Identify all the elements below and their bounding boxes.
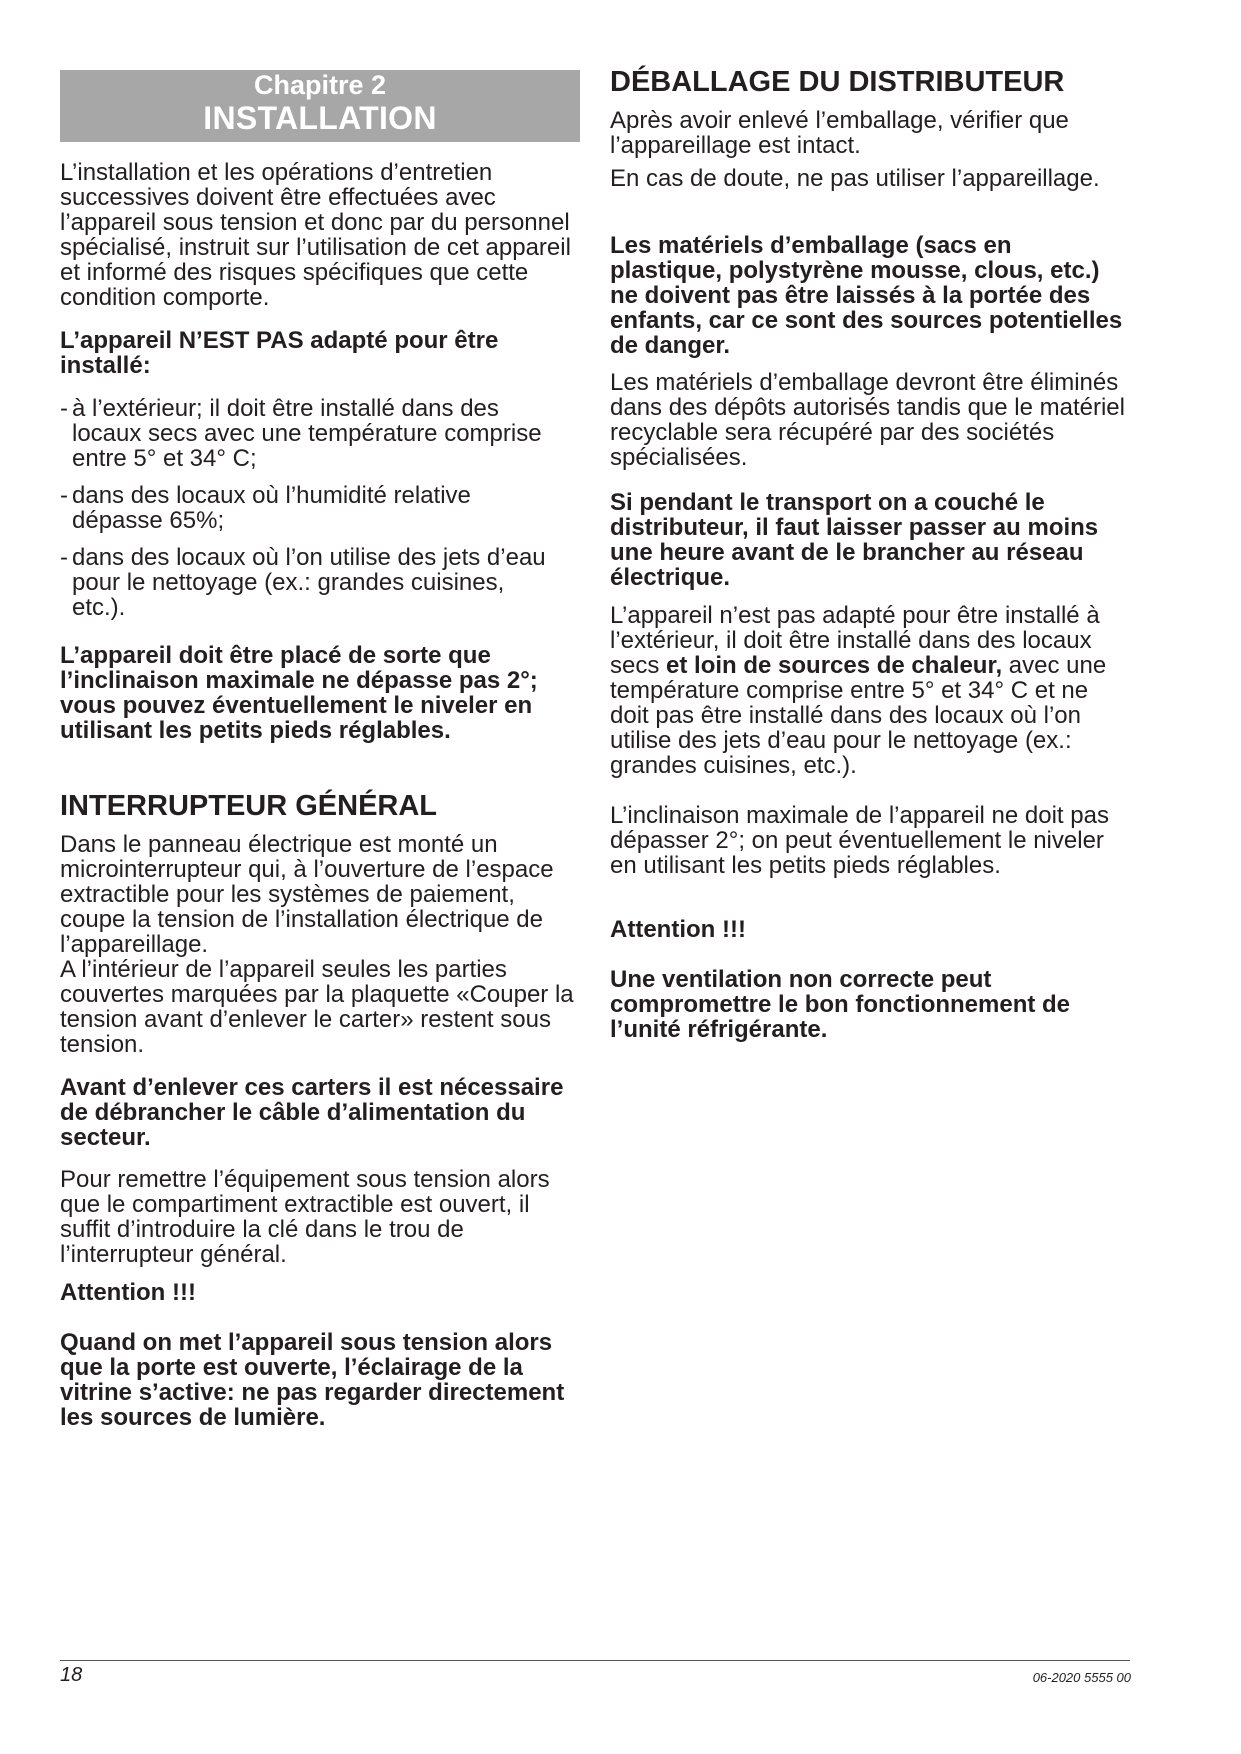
footer-divider [60, 1660, 1130, 1661]
inclination-paragraph: L’inclinaison maximale de l’appareil ne doit pas dépasser 2°; on peut éventuellement le niveler en utilisant les petits pieds réglables. [610, 802, 1109, 879]
switch-warning: Avant d’enlever ces carters il est nécessaire de débrancher le câble d’alimentation du secteur. [60, 1074, 564, 1151]
attention-label: Attention !!! [60, 1279, 196, 1306]
transport-warning: Si pendant le transport on a couché le distributeur, il faut laisser passer au moins une heure avant de le brancher au réseau électrique. [610, 489, 1099, 591]
placement-warning: L’appareil doit être placé de sorte que l’inclinaison maximale ne dépasse pas 2°; vous pouvez éventuellement le niveler en utilisant les petits pieds réglables. [60, 642, 538, 744]
list-dash: - [60, 482, 68, 509]
switch-heading: INTERRUPTEUR GÉNÉRAL [60, 790, 438, 822]
packaging-warning: Les matériels d’emballage (sacs en plastique, polystyrène mousse, clous, etc.) ne doivent pas être laissés à la portée des enfants, car ce sont des sources potentielles de danger. [610, 232, 1123, 359]
list-item: - dans des locaux où l’humidité relative dépasse 65%; [60, 482, 471, 534]
not-suitable-list [60, 396, 560, 620]
page-number: 18 [60, 1664, 83, 1686]
chapter-title: INSTALLATION [203, 100, 437, 136]
ventilation-warning: Une ventilation non correcte peut compromettre le bon fonctionnement de l’unité réfrigérante. [610, 966, 1071, 1043]
attention-label: Attention !!! [610, 916, 746, 943]
unpacking-paragraph-2: En cas de doute, ne pas utiliser l’appareillage. [610, 165, 1100, 192]
list-item: - dans des locaux où l’on utilise des jets d’eau pour le nettoyage (ex.: grandes cuisines, etc.). [60, 544, 546, 621]
not-suitable-heading: L’appareil N’EST PAS adapté pour être installé: [60, 327, 499, 379]
list-item: - à l’extérieur; il doit être installé dans des locaux secs avec une température comprise entre 5° et 34° C; [60, 395, 542, 472]
chapter-label: Chapitre 2 [253, 70, 387, 100]
unpacking-paragraph-3: Les matériels d’emballage devront être éliminés dans des dépôts autorisés tandis que le matériel recyclable sera récupéré par des sociétés spécialisées. [610, 369, 1125, 471]
light-warning: Quand on met l’appareil sous tension alors que la porte est ouverte, l’éclairage de la vitrine s’active: ne pas regarder directement les sources de lumière. [60, 1329, 565, 1431]
intro-paragraph: L’installation et les opérations d’entretien successives doivent être effectuées avec l’appareil sous tension et donc par du personnel spécialisé, instruit sur l’utilisation de cet appareil et informé des risques spécifiques que cette condition comporte. [60, 159, 571, 311]
switch-paragraph-3: Pour remettre l’équipement sous tension alors que le compartiment extractible est ouvert, il suffit d’introduire la clé dans le trou de l’interrupteur général. [60, 1166, 550, 1268]
document-code: 06-2020 5555 00 [1032, 1670, 1131, 1685]
switch-paragraph-1: Dans le panneau électrique est monté un microinterrupteur qui, à l’ouverture de l’espace extractible pour les systèmes de paiement, coupe la tension de l’installation électrique de l’appareillage. [60, 831, 554, 958]
installation-paragraph: L’appareil n’est pas adapté pour être installé à l’extérieur, il doit être installé dans des locaux secs et loin de sources de chaleur, avec une température comprise entre 5° et 34° C et ne doit pas être installé dans des locaux où l’on utilise des jets d’eau pour le nettoyage (ex.: grandes cuisines, etc.). [610, 602, 1107, 779]
switch-paragraph-2: A l’intérieur de l’appareil seules les parties couvertes marquées par la plaquette «Couper la tension avant d’enlever le carter» restent sous tension. [60, 956, 574, 1058]
list-dash: - [60, 544, 68, 571]
list-dash: - [60, 395, 68, 422]
unpacking-paragraph-1: Après avoir enlevé l’emballage, vérifier que l’appareillage est intact. [610, 107, 1069, 159]
unpacking-heading: DÉBALLAGE DU DISTRIBUTEUR [610, 66, 1065, 98]
chapter-banner [60, 70, 580, 142]
